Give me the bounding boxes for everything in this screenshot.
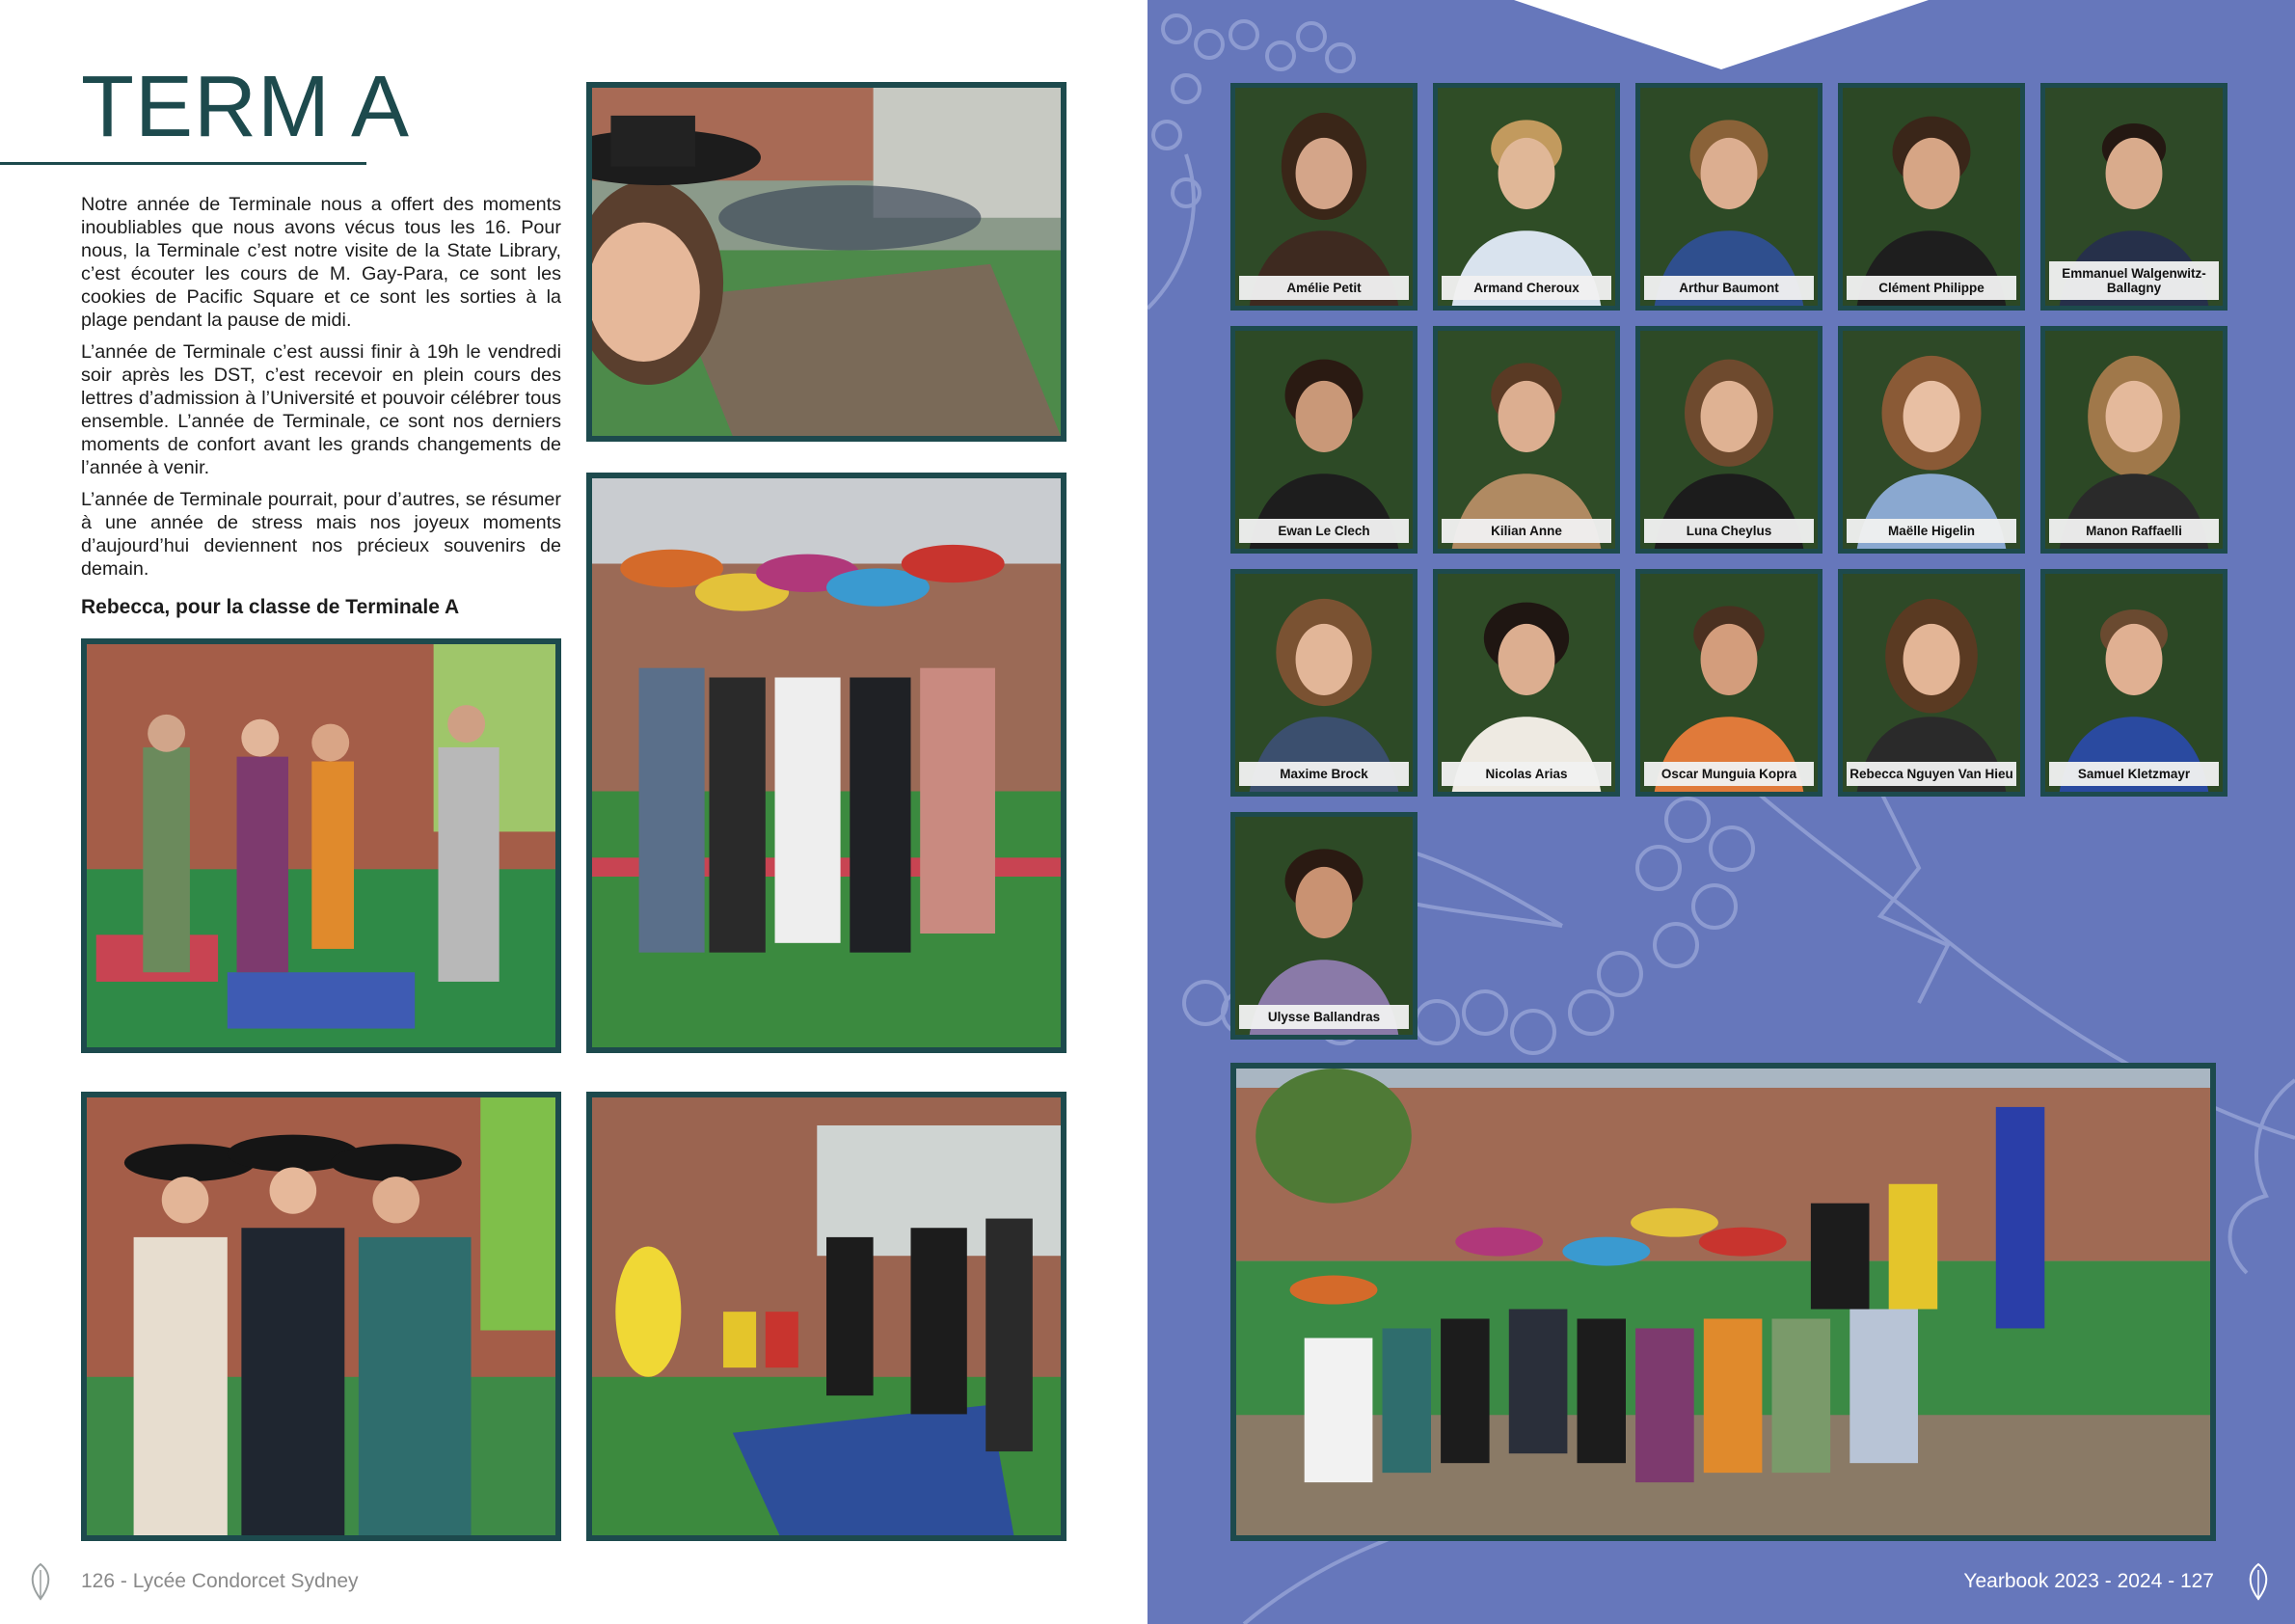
signature: Rebecca, pour la classe de Terminale A (81, 596, 460, 618)
student-portrait (1230, 83, 1418, 311)
student-name: Ewan Le Clech (1239, 519, 1409, 543)
intro-paragraph-1: Notre année de Terminale nous a offert des moments inoubliables que nous avons vécus tous les 16. Pour nous, la Terminale c’est notre visite de la State Library, c’est écouter les cours de M. Gay-Para, ce sont les cookies de Pacific Square et ce sont les sorties à la plage pendant la pause de midi. (81, 194, 561, 331)
title-underline (0, 162, 366, 165)
photo-sombrero-group (586, 473, 1066, 1053)
student-name: Clément Philippe (1847, 276, 2016, 300)
student-name: Manon Raffaelli (2049, 519, 2219, 543)
student-name: Maxime Brock (1239, 762, 1409, 786)
intro-paragraph-3: L’année de Terminale pourrait, pour d’autres, se résumer à une année de stress mais nos joyeux moments d’aujourd’hui deviennent nos précieux souvenirs de demain. (81, 489, 561, 580)
photo-costumes (586, 1092, 1066, 1541)
student-portrait (1635, 83, 1822, 311)
intro-text (81, 193, 561, 628)
student-name: Armand Cheroux (1442, 276, 1611, 300)
student-portrait (1838, 569, 2025, 797)
student-name: Samuel Kletzmayr (2049, 762, 2219, 786)
student-name: Emmanuel Walgenwitz-Ballagny (2049, 261, 2219, 300)
student-name: Oscar Munguia Kopra (1644, 762, 1814, 786)
photo-four-students (81, 638, 561, 1053)
page-footer-right: Yearbook 2023 - 2024 - 127 (1963, 1570, 2214, 1592)
student-name: Luna Cheylus (1644, 519, 1814, 543)
photo-three-girls (81, 1092, 561, 1541)
student-name: Rebecca Nguyen Van Hieu (1847, 762, 2016, 786)
student-name: Amélie Petit (1239, 276, 1409, 300)
student-portrait (1635, 326, 1822, 554)
student-portrait (1635, 569, 1822, 797)
student-name: Ulysse Ballandras (1239, 1005, 1409, 1029)
student-name: Arthur Baumont (1644, 276, 1814, 300)
student-name: Nicolas Arias (1442, 762, 1611, 786)
student-portrait (1838, 326, 2025, 554)
school-emblem-icon (2241, 1562, 2276, 1601)
photo-class-group (1230, 1063, 2216, 1541)
page-title: TERM A (81, 59, 411, 155)
student-portrait (2040, 569, 2228, 797)
school-emblem-icon (23, 1562, 58, 1601)
student-portrait (1230, 569, 1418, 797)
student-portrait (1230, 812, 1418, 1040)
student-portrait (1433, 326, 1620, 554)
student-portrait (1230, 326, 1418, 554)
photo-class-selfie (586, 82, 1066, 442)
student-portrait (2040, 83, 2228, 311)
student-name: Kilian Anne (1442, 519, 1611, 543)
student-portrait (1433, 83, 1620, 311)
page-footer-left: 126 - Lycée Condorcet Sydney (81, 1570, 359, 1592)
student-name: Maëlle Higelin (1847, 519, 2016, 543)
student-portrait (2040, 326, 2228, 554)
student-portrait (1433, 569, 1620, 797)
intro-paragraph-2: L’année de Terminale c’est aussi finir à 19h le vendredi soir après les DST, c’est recevoir en plein cours des lettres d’admission à l’Université et pouvoir célébrer tous ensemble. L’année de Terminale, ce sont nos derniers moments de confort avant les grands changements de l’année à venir. (81, 341, 561, 478)
student-portrait (1838, 83, 2025, 311)
right-page (1148, 0, 2295, 1624)
